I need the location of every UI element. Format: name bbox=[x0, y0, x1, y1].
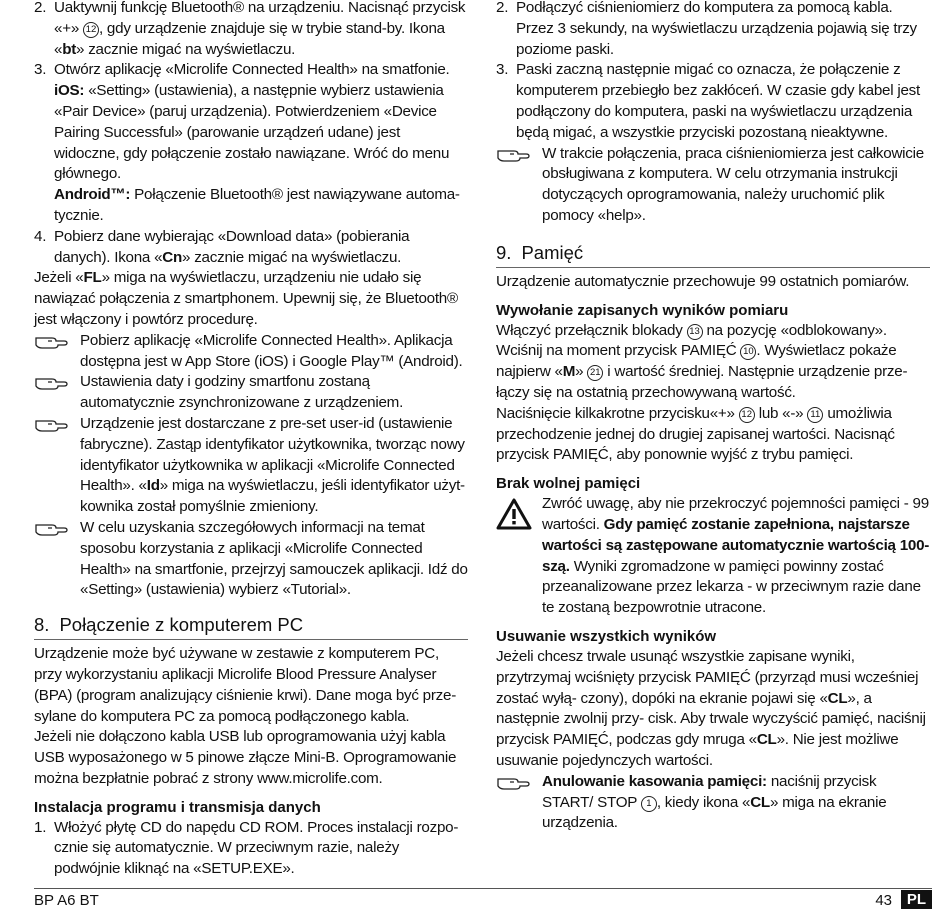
pointing-hand-icon bbox=[34, 415, 70, 433]
subheading: Wywołanie zapisanych wyników pomiaru bbox=[496, 301, 789, 319]
paragraph: Urządzenie może być używane w zestawie z komputerem PC, przy wykorzystaniu aplikacji Microlife Blood Pressure Analyser (BPA) (program analizujący ciśnienie krwi). Dane moga być prze- sylane do komputera PC za pomocą podłączonego kabla. bbox=[34, 645, 457, 725]
reference-number: 10 bbox=[740, 344, 756, 360]
note: Ustawienia daty i godziny smartfonu zostaną automatycznie zsynchronizowane z urządzeniem. bbox=[34, 372, 468, 414]
reference-number: 13 bbox=[687, 324, 703, 340]
note: Anulowanie kasowania pamięci: naciśnij przycisk START/ STOP 1 , kiedy ikona «CL» miga na ekranie urządzenia. bbox=[496, 772, 930, 834]
note: W celu uzyskania szczegółowych informacji na temat sposobu korzystania z aplikacji «Microlife Connected Health» na smartfonie, przejrzyj samouczek aplikacji. Idź do «Setting» (ustawienia) wybierz «Tutorial». bbox=[34, 518, 468, 601]
subheading: Usuwanie wszystkich wyników bbox=[496, 627, 717, 645]
section-heading: 8. Połączenie z komputerem PC bbox=[34, 613, 468, 640]
pointing-hand-icon bbox=[34, 332, 70, 350]
model-name: BP A6 BT bbox=[34, 892, 99, 909]
display-code: Cn bbox=[162, 248, 183, 266]
warning-note: Zwróć uwagę, aby nie przekroczyć pojemności pamięci - 99 wartości. Gdy pamięć zostanie zapełniona, najstarsze wartości są zastępowane automatycznie wartością 100-szą. Wyniki zgromadzone w pamięci powinny zostać przeanalizowane przez lekarza - w przeciwnym razie dane te zostaną bezpowrotnie utracone. bbox=[496, 494, 930, 619]
section-heading: 9. Pamięć bbox=[496, 241, 930, 268]
paragraph: Jeżeli «FL» miga na wyświetlaczu, urządzeniu nie udało się nawiązać połączenia z smartphonem. Upewnij się, że Bluetooth® jest włączony i powtórz procedurę. bbox=[34, 269, 458, 328]
pointing-hand-icon bbox=[496, 145, 532, 163]
paragraph: Naciśnięcie kilkakrotne przycisku«+» 12 lub «-» 11 umożliwia przechodzenie jednej do drugiej zapisanej wartości. Nacisnąć przycisk PAMIĘĆ, aby ponownie wyjść z trybu pamięci. bbox=[496, 404, 895, 464]
reference-number: 21 bbox=[587, 365, 603, 381]
warning-triangle-icon bbox=[496, 498, 532, 530]
note: W trakcie połączenia, praca ciśnieniomierza jest całkowicie obsługiwana z komputera. W celu otrzymania instrukcji dotyczących oprogramowania, należy uruchomić plik pomocy «help». bbox=[496, 144, 930, 227]
list-item: 3. Paski zaczną następnie migać co oznacza, że połączenie z komputerem przebiegło bez zakłóceń. W czasie gdy kabel jest podłączony do komputera, paski na wyświetlaczu urządzenia będą migać, a wszystkie przyciski pozostaną nieaktywne. bbox=[496, 61, 920, 141]
reference-number: 11 bbox=[807, 407, 823, 423]
page-number: 43 bbox=[875, 892, 892, 909]
right-column bbox=[496, 0, 930, 834]
paragraph: Jeżeli chcesz trwale usunąć wszystkie zapisane wyniki, przytrzymaj wciśnięty przycisk PAMIĘĆ (przyrząd musi wcześniej zostać wyłą- czony), dopóki na ekranie pojawi się «CL», a następnie zwolnij przy- cisk. Aby trwale wyczyścić pamięć, naciśnij przycisk PAMIĘĆ, podczas gdy mruga «CL». Nie jest możliwe usuwanie pojedynczych wartości. bbox=[496, 647, 926, 769]
pointing-hand-icon bbox=[34, 519, 70, 537]
left-column bbox=[34, 0, 468, 880]
display-code: CL bbox=[827, 689, 848, 707]
list-item: 2. Uaktywnij funkcję Bluetooth® na urządzeniu. Nacisnąć przycisk «+» 12 , gdy urządzenie znajduje się w trybie stand-by. Ikona «bt» zacznie migać na wyświetlaczu. bbox=[34, 0, 466, 58]
pointing-hand-icon bbox=[34, 373, 70, 391]
list-item: 4. Pobierz dane wybierając «Download data» (pobierania danych). Ikona «Cn» zacznie migać na wyświetlaczu. bbox=[34, 227, 410, 266]
note: Pobierz aplikację «Microlife Connected Health». Aplikacja dostępna jest w App Store (iOS) i Google Play™ (Android). bbox=[34, 331, 468, 373]
display-code: M bbox=[562, 363, 576, 381]
paragraph: Włączyć przełącznik blokady 13 na pozycję «odblokowany». Wciśnij na moment przycisk PAMIĘĆ 10 . Wyświetlacz pokaże najpierw «M» 21 i wartość średniej. Następnie urządzenie prze- łączy się na ostatnią przechowywaną wartość. bbox=[496, 321, 908, 401]
display-code: CL bbox=[756, 731, 777, 749]
paragraph: Urządzenie automatycznie przechowuje 99 ostatnich pomiarów. bbox=[496, 272, 910, 290]
display-code: bt bbox=[62, 40, 77, 58]
note: Urządzenie jest dostarczane z pre-set user-id (ustawienie fabryczne). Zastąp identyfikator użytkownika, tworząc nowy identyfikator użytkownika w aplikacji «Microlife Connected Health». «Id» miga na wyświetlaczu, jeśli identyfikator użyt- kownika został pomyślnie zmieniony. bbox=[34, 414, 468, 518]
language-badge: PL bbox=[901, 890, 932, 909]
reference-number: 1 bbox=[641, 796, 657, 812]
subheading: Instalacja programu i transmisja danych bbox=[34, 798, 321, 816]
display-code: Id bbox=[146, 477, 160, 495]
reference-number: 12 bbox=[739, 407, 755, 423]
page-footer bbox=[34, 888, 932, 913]
reference-number: 12 bbox=[83, 22, 99, 38]
display-code: CL bbox=[750, 793, 770, 811]
pointing-hand-icon bbox=[496, 773, 532, 791]
list-item: 2. Podłączyć ciśnieniomierz do komputera za pomocą kabla. Przez 3 sekundy, na wyświetlaczu urządzenia pojawią się trzy poziome paski. bbox=[496, 0, 917, 58]
subheading: Brak wolnej pamięci bbox=[496, 475, 641, 493]
paragraph: Jeżeli nie dołączono kabla USB lub oprogramowania użyj kabla USB wyposażonego w 5 pinowe złącze Mini-B. Oprogramowanie można bezpłatnie pobrać z strony www.microlife.com. bbox=[34, 728, 457, 787]
display-code: FL bbox=[83, 269, 102, 287]
list-item: 1. Włożyć płytę CD do napędu CD ROM. Proces instalacji rozpo- cznie się automatycznie. W przeciwnym razie, należy podwójnie kliknąć na «SETUP.EXE». bbox=[34, 818, 459, 878]
list-item: 3. Otwórz aplikację «Microlife Connected Health» na smatfonie. iOS: «Setting» (ustawienia), a następnie wybierz ustawienia «Pair Device» (paruj urządzenia). Potwierdzeniem «Device Pairing Successful» (parowanie urządzeń udane) jest widoczne, gdy połączenie zostało nawiązane. Wróć do menu głównego. Android™: Połączenie Bluetooth® jest nawiązywane automa- tycznie. bbox=[34, 61, 460, 224]
